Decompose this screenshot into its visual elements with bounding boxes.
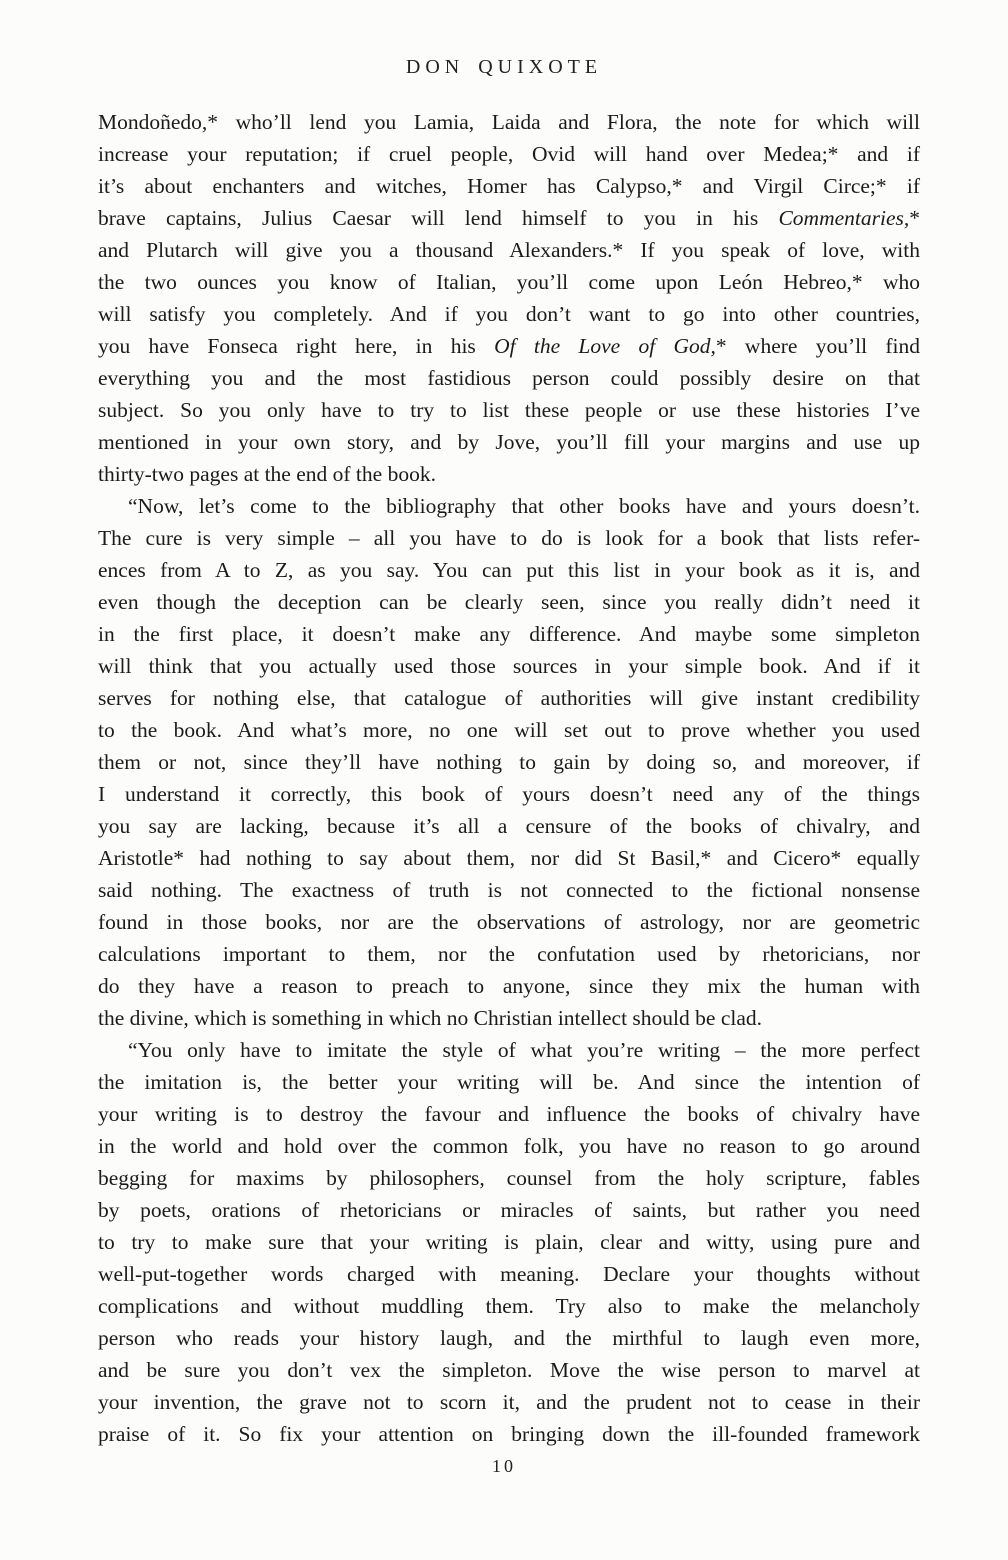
text-line	[98, 298, 920, 330]
text-line	[98, 970, 920, 1002]
text-line	[98, 106, 920, 138]
text-segment: will think that you actually used those sources in your simple book. And if it	[98, 654, 920, 678]
text-segment: The cure is very simple – all you have to do is look for a book that lists refer-	[98, 526, 920, 550]
text-line	[98, 1066, 920, 1098]
text-line	[98, 842, 920, 874]
text-line	[98, 1322, 920, 1354]
text-line	[98, 1002, 920, 1034]
text-line	[98, 874, 920, 906]
text-segment: will satisfy you completely. And if you don’t want to go into other countries,	[98, 302, 920, 326]
text-line	[98, 1098, 920, 1130]
text-segment: the divine, which is something in which no Christian intellect should be clad.	[98, 1006, 763, 1030]
text-segment: serves for nothing else, that catalogue of authorities will give instant credibility	[98, 686, 920, 710]
text-segment: and be sure you don’t vex the simpleton. Move the wise person to marvel at	[98, 1358, 920, 1382]
text-line	[98, 810, 920, 842]
text-line	[98, 202, 920, 234]
text-segment: subject. So you only have to try to list these people or use these histories I’ve	[98, 398, 920, 422]
text-segment: to the book. And what’s more, no one will set out to prove whether you used	[98, 718, 920, 742]
text-segment: even though the deception can be clearly seen, since you really didn’t need it	[98, 590, 920, 614]
text-line	[98, 1258, 920, 1290]
text-line	[98, 362, 920, 394]
text-segment: do they have a reason to preach to anyone, since they mix the human with	[98, 974, 920, 998]
text-line	[98, 330, 920, 362]
text-segment: “You only have to imitate the style of what you’re writing – the more perfect	[128, 1038, 920, 1062]
text-segment: complications and without muddling them. Try also to make the melancholy	[98, 1294, 920, 1318]
text-segment: Aristotle* had nothing to say about them, nor did St Basil,* and Cicero* equally	[98, 846, 920, 870]
text-line	[98, 1162, 920, 1194]
text-line	[98, 1130, 920, 1162]
text-segment: “Now, let’s come to the bibliography that other books have and yours doesn’t.	[128, 494, 920, 518]
text-segment: your writing is to destroy the favour and influence the books of chivalry have	[98, 1102, 920, 1126]
text-line	[98, 1290, 920, 1322]
text-segment: it’s about enchanters and witches, Homer has Calypso,* and Virgil Circe;* if	[98, 174, 920, 198]
text-segment: the two ounces you know of Italian, you’ll come upon León Hebreo,* who	[98, 270, 920, 294]
text-segment: *	[909, 206, 920, 230]
text-segment: them or not, since they’ll have nothing to gain by doing so, and moreover, if	[98, 750, 920, 774]
text-segment: you say are lacking, because it’s all a censure of the books of chivalry, and	[98, 814, 920, 838]
text-segment: praise of it. So fix your attention on bringing down the ill-founded framework	[98, 1422, 920, 1446]
text-line	[98, 1034, 920, 1066]
text-segment: mentioned in your own story, and by Jove, you’ll fill your margins and use up	[98, 430, 920, 454]
text-line	[98, 1418, 920, 1450]
text-line	[98, 1354, 920, 1386]
text-line	[98, 138, 920, 170]
text-segment: said nothing. The exactness of truth is not connected to the fictional nonsense	[98, 878, 920, 902]
text-segment: I understand it correctly, this book of yours doesn’t need any of the things	[98, 782, 920, 806]
text-segment: person who reads your history laugh, and the mirthful to laugh even more,	[98, 1326, 920, 1350]
text-line	[98, 394, 920, 426]
text-line	[98, 938, 920, 970]
text-line	[98, 1226, 920, 1258]
text-line	[98, 458, 920, 490]
text-segment: ences from A to Z, as you say. You can put this list in your book as it is, and	[98, 558, 920, 582]
text-segment: * where you’ll find	[715, 334, 921, 358]
text-line	[98, 1194, 920, 1226]
text-segment: you have Fonseca right here, in his	[98, 334, 495, 358]
text-segment: your invention, the grave not to scorn it, and the prudent not to cease in their	[98, 1390, 920, 1414]
text-line	[98, 778, 920, 810]
text-line	[98, 554, 920, 586]
text-line	[98, 682, 920, 714]
text-line	[98, 586, 920, 618]
text-line	[98, 906, 920, 938]
text-line	[98, 746, 920, 778]
text-line	[98, 170, 920, 202]
italic-text-segment: Of the Love of God,	[494, 334, 716, 358]
text-segment: and Plutarch will give you a thousand Alexanders.* If you speak of love, with	[98, 238, 920, 262]
text-line	[98, 426, 920, 458]
text-line	[98, 234, 920, 266]
running-header: DON QUIXOTE	[405, 56, 603, 78]
text-line	[98, 266, 920, 298]
text-line	[98, 1386, 920, 1418]
text-segment: to try to make sure that your writing is plain, clear and witty, using pure and	[98, 1230, 920, 1254]
text-segment: found in those books, nor are the observations of astrology, nor are geometric	[98, 910, 920, 934]
italic-text-segment: Commentaries,	[778, 206, 910, 230]
text-segment: brave captains, Julius Caesar will lend himself to you in his	[98, 206, 779, 230]
text-line	[98, 490, 920, 522]
text-segment: thirty-two pages at the end of the book.	[98, 462, 436, 486]
text-line	[98, 714, 920, 746]
text-segment: in the world and hold over the common folk, you have no reason to go around	[98, 1134, 920, 1158]
text-segment: calculations important to them, nor the confutation used by rhetoricians, nor	[98, 942, 920, 966]
body-text	[98, 106, 920, 1450]
text-segment: Mondoñedo,* who’ll lend you Lamia, Laida and Flora, the note for which will	[98, 110, 920, 134]
text-line	[98, 650, 920, 682]
page-number: 10	[492, 1456, 516, 1476]
text-segment: in the first place, it doesn’t make any difference. And maybe some simpleton	[98, 622, 920, 646]
text-segment: everything you and the most fastidious person could possibly desire on that	[98, 366, 920, 390]
text-segment: the imitation is, the better your writing will be. And since the intention of	[98, 1070, 920, 1094]
text-line	[98, 618, 920, 650]
text-segment: well-put-together words charged with meaning. Declare your thoughts without	[98, 1262, 920, 1286]
text-segment: begging for maxims by philosophers, counsel from the holy scripture, fables	[98, 1166, 920, 1190]
text-segment: increase your reputation; if cruel people, Ovid will hand over Medea;* and if	[98, 142, 920, 166]
text-line	[98, 522, 920, 554]
text-segment: by poets, orations of rhetoricians or miracles of saints, but rather you need	[98, 1198, 920, 1222]
